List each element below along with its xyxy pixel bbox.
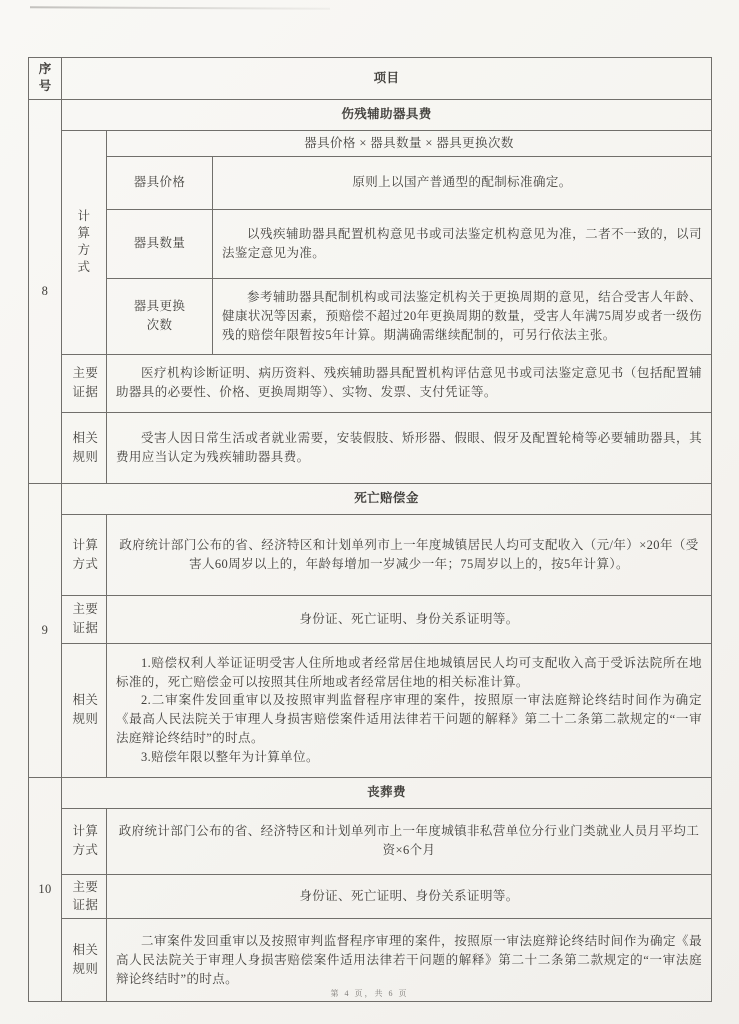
section-10-row-number: 10 — [29, 777, 62, 1002]
section-8-row-number: 8 — [29, 99, 62, 483]
calc-method-label-text: 计算方式 — [77, 208, 91, 274]
section-10-calc-content: 政府统计部门公布的省、经济特区和计划单列市上一年度城镇非私营单位分行业门类就业人员月平均工资×6个月 — [107, 808, 712, 874]
section-10-calc-method-label — [62, 808, 107, 874]
device-price-row — [29, 156, 712, 209]
seq-column-header-text: 序号 — [38, 62, 52, 93]
section-9-calc-row — [29, 514, 712, 595]
device-quantity-label: 器具数量 — [107, 209, 213, 278]
evidence-label-text: 主要证据 — [72, 879, 99, 913]
rules-label-text: 相关规则 — [72, 693, 99, 727]
section-8-evidence-row — [29, 354, 712, 412]
evidence-label-text: 主要证据 — [72, 366, 99, 400]
section-9-calc-method-label — [62, 514, 107, 595]
item-column-header: 项目 — [62, 58, 712, 100]
section-9-evidence-label — [62, 595, 107, 643]
section-8-rules-row — [29, 412, 712, 483]
section-9-row-number: 9 — [29, 483, 62, 777]
section-8-evidence-label — [62, 354, 107, 412]
section-10-calc-row — [29, 808, 712, 874]
section-8-title: 伤残辅助器具费 — [62, 99, 712, 130]
section-10-evidence-content: 身份证、死亡证明、身份关系证明等。 — [107, 874, 712, 919]
page-number-footer: 第 4 页，共 6 页 — [330, 989, 409, 998]
section-8-rules-label — [62, 412, 107, 483]
device-quantity-content: 以残疾辅助器具配置机构意见书或司法鉴定机构意见为准，二者不一致的，以司法鉴定意见为准。 — [213, 209, 712, 278]
device-replacement-label — [107, 278, 213, 354]
section-8-calc-formula: 器具价格 × 器具数量 × 器具更换次数 — [107, 130, 712, 156]
section-8-formula-row — [29, 130, 712, 156]
section-8-title-row — [29, 99, 712, 130]
rules-label-text: 相关规则 — [72, 430, 99, 464]
section-9-evidence-content: 身份证、死亡证明、身份关系证明等。 — [107, 595, 712, 643]
section-9-rules-content — [107, 643, 712, 777]
section-10-title-row — [29, 777, 712, 808]
calc-method-label-text: 计算方式 — [72, 824, 99, 858]
evidence-label-text: 主要证据 — [72, 602, 99, 636]
section-8-calc-method-label — [62, 130, 107, 354]
section-8-evidence-content: 医疗机构诊断证明、病历资料、残疾辅助器具配置机构评估意见书或司法鉴定意见书（包括配置辅助器具的必要性、价格、更换周期等）、实物、发票、支付凭证等。 — [107, 354, 712, 412]
scan-artifact-line — [30, 6, 330, 10]
section-8-rules-content: 受害人因日常生活或者就业需要，安装假肢、矫形器、假眼、假牙及配置轮椅等必要辅助器具，其费用应当认定为残疾辅助器具费。 — [107, 412, 712, 483]
device-price-content: 原则上以国产普通型的配制标准确定。 — [213, 156, 712, 209]
device-quantity-row — [29, 209, 712, 278]
device-replacement-content: 参考辅助器具配制机构或司法鉴定机构关于更换周期的意见，结合受害人年龄、健康状况等因素，预赔偿不超过20年更换周期的数量，受害人年满75周岁或者一级伤残的赔偿年限暂按5年计算。期满确需继续配制的，可另行依法主张。 — [213, 278, 712, 354]
section-9-evidence-row — [29, 595, 712, 643]
section-9-calc-content: 政府统计部门公布的省、经济特区和计划单列市上一年度城镇居民人均可支配收入（元/年）×20年（受害人60周岁以上的，年龄每增加一岁减少一年；75周岁以上的，按5年计算）。 — [107, 514, 712, 595]
section-10-title: 丧葬费 — [62, 777, 712, 808]
section-9-rules-row — [29, 643, 712, 777]
rule-item-1: 1.赔偿权利人举证证明受害人住所地或者经常居住地城镇居民人均可支配收入高于受诉法院所在地标准的，死亡赔偿金可以按照其住所地或者经常居住地的相关标准计算。 — [116, 655, 702, 689]
section-10-rules-content: 二审案件发回重审以及按照审判监督程序审理的案件，按照原一审法庭辩论终结时间作为确定《最高人民法院关于审理人身损害赔偿案件适用法律若干问题的解释》第二十二条第二款规定的“一审法庭辩论终结时”的时点。 — [107, 919, 712, 1002]
section-9-title: 死亡赔偿金 — [62, 483, 712, 514]
device-replacement-label-text: 器具更换次数 — [133, 299, 186, 333]
rules-label-text: 相关规则 — [72, 943, 99, 977]
device-price-label: 器具价格 — [107, 156, 213, 209]
rule-item-3: 3.赔偿年限以整年为计算单位。 — [141, 749, 319, 764]
device-replacement-row — [29, 278, 712, 354]
calc-method-label-text: 计算方式 — [72, 537, 99, 571]
section-9-title-row — [29, 483, 712, 514]
section-10-evidence-row — [29, 874, 712, 919]
section-10-evidence-label — [62, 874, 107, 919]
section-9-rules-label — [62, 643, 107, 777]
seq-column-header — [29, 58, 62, 100]
table-header-row — [29, 58, 712, 100]
compensation-items-table — [28, 57, 712, 1002]
rule-item-2: 2.二审案件发回重审以及按照审判监督程序审理的案件，按照原一审法庭辩论终结时间作为确定《最高人民法院关于审理人身损害赔偿案件适用法律若干问题的解释》第二十二条第二款规定的“一审法庭辩论终结时”的时点。 — [116, 693, 702, 745]
